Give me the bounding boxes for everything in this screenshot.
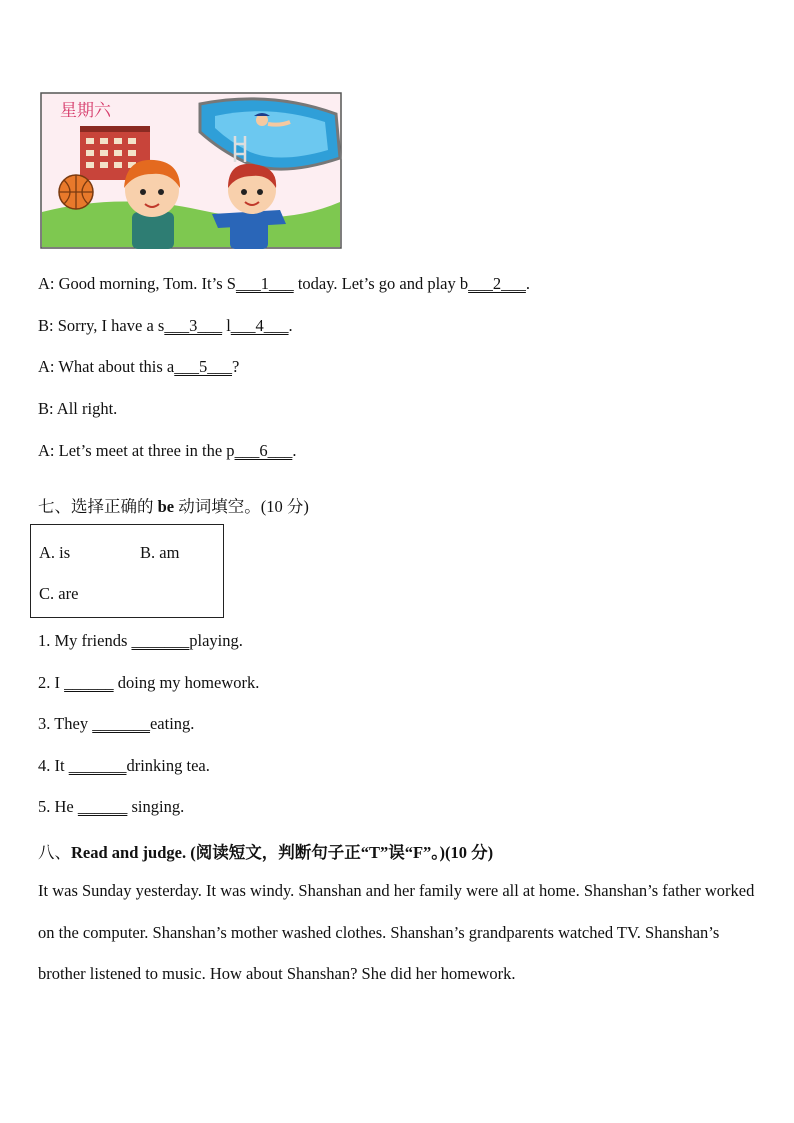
answer-blank-3[interactable]: ___3___ [164, 316, 223, 335]
question-4: 4. It _______drinking tea. [38, 756, 210, 775]
basketball-icon [59, 175, 93, 209]
weekend-illustration [40, 92, 342, 249]
option-a: A. is [39, 543, 71, 562]
question-4-blank[interactable]: _______ [68, 756, 127, 775]
answer-blank-5[interactable]: ___5___ [174, 357, 233, 376]
answer-blank-6[interactable]: ___6___ [234, 441, 293, 460]
question-3-blank[interactable]: _______ [92, 714, 150, 733]
question-1: 1. My friends _______playing. [38, 631, 243, 650]
dialogue-line-2: B: Sorry, I have a s___3___ l___4___. [38, 316, 293, 335]
question-5: 5. He ______ singing. [38, 797, 185, 816]
boy-tom-icon [124, 160, 180, 249]
question-2: 2. I ______ doing my homework. [38, 673, 260, 692]
answer-blank-1[interactable]: ___1___ [235, 274, 294, 293]
section-8-title: 八、Read and judge. (阅读短文，判断句子正“T”误“F”。)(10 分) [38, 843, 494, 862]
dialogue-line-5: A: Let’s meet at three in the p___6___. [38, 441, 297, 460]
dialogue-line-4: B: All right. [38, 399, 118, 418]
section-7-title: 七、选择正确的 be 动词填空。(10 分) [38, 497, 309, 516]
question-2-blank[interactable]: ______ [64, 673, 114, 692]
option-b: B. am [140, 543, 180, 562]
picture-label: 星期六 [60, 101, 111, 121]
answer-blank-4[interactable]: ___4___ [230, 316, 289, 335]
question-1-blank[interactable]: _______ [131, 631, 190, 650]
option-c: C. are [39, 584, 79, 603]
question-5-blank[interactable]: ______ [77, 797, 128, 816]
reading-passage: It was Sunday yesterday. It was windy. Shanshan and her family were all at home. Shanshan’s father worked on the computer. Shanshan’s mother washed clothes. Shanshan’s grandparents watched TV. Shanshan’s brother listened to music. How about Shanshan? She did her homework. [38, 881, 755, 983]
question-3: 3. They _______eating. [38, 714, 195, 733]
dialogue-line-1: A: Good morning, Tom. It’s S___1___ today. Let’s go and play b___2___. [38, 274, 530, 293]
options-box [30, 524, 224, 618]
answer-blank-2[interactable]: ___2___ [468, 274, 526, 293]
dialogue-line-3: A: What about this a___5___? [38, 357, 240, 376]
